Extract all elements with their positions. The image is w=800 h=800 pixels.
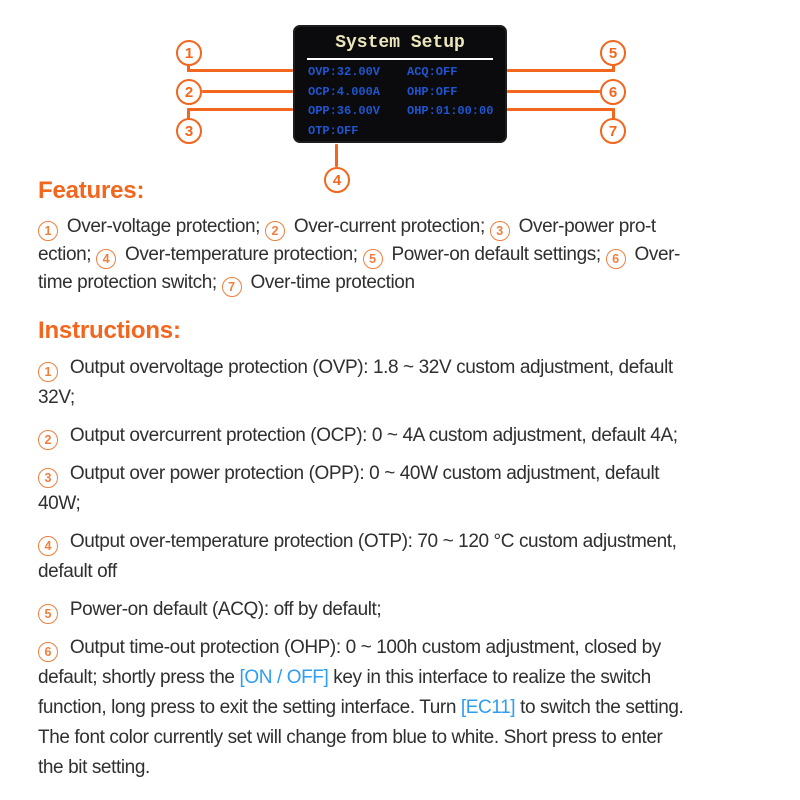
features-text: 1 Over-voltage protection; 2 Over-current protection; 3 Over-power pro-t ection; 4 Over-temperature protection; 5 Power-on default settings; 6 Over- time protection switch; 7 Over-time protection — [38, 213, 776, 297]
callout-line-3 — [187, 108, 293, 111]
lcd-divider — [307, 58, 493, 60]
circled-number: 6 — [606, 249, 626, 269]
callout-5: 5 — [600, 40, 626, 66]
circled-number: 6 — [38, 642, 58, 662]
lcd-body — [295, 63, 505, 141]
lcd-row: OTP:OFF — [308, 123, 359, 138]
callout-line-1 — [187, 69, 293, 72]
callout-line-2 — [202, 90, 293, 93]
key-reference: [ON / OFF] — [239, 667, 329, 688]
circled-number: 2 — [38, 430, 58, 450]
instruction-item-3: 3 Output over power protection (OPP): 0 ~ 40W custom adjustment, default 40W; — [38, 463, 660, 514]
system-setup-diagram — [0, 0, 800, 189]
callout-line-4 — [335, 144, 338, 167]
circled-number: 5 — [38, 604, 58, 624]
circled-number: 1 — [38, 221, 58, 241]
lcd-title: System Setup — [335, 33, 465, 53]
lcd-left-column — [308, 63, 407, 141]
circled-number: 5 — [363, 249, 383, 269]
circled-number: 3 — [38, 468, 58, 488]
lcd-row: ACQ:OFF — [407, 65, 458, 79]
instruction-item-5: 5 Power-on default (ACQ): off by default; — [38, 595, 776, 625]
circled-number: 4 — [38, 536, 58, 556]
lcd-row: OHP:OFF — [407, 84, 458, 99]
lcd-display — [293, 25, 507, 143]
circled-number: 4 — [96, 249, 116, 269]
callout-4: 4 — [324, 167, 350, 193]
callout-line-7 — [507, 108, 615, 111]
callout-6: 6 — [600, 79, 626, 105]
callout-7: 7 — [600, 118, 626, 144]
features-heading: Features: — [38, 177, 145, 204]
instructions-heading: Instructions: — [38, 317, 181, 344]
lcd-row: OVP:32.00V — [308, 65, 381, 79]
circled-number: 1 — [38, 362, 58, 382]
callout-1: 1 — [176, 40, 202, 66]
lcd-row: OCP:4.000A — [308, 84, 381, 99]
instruction-item-2: 2 Output overcurrent protection (OCP): 0 ~ 4A custom adjustment, default 4A; — [38, 421, 776, 451]
callout-3: 3 — [176, 118, 202, 144]
instruction-item-4: 4 Output over-temperature protection (OTP): 70 ~ 120 °C custom adjustment, default off — [38, 531, 677, 582]
callout-line-6 — [507, 90, 600, 93]
instruction-item-1: 1 Output overvoltage protection (OVP): 1.8 ~ 32V custom adjustment, default 32V; — [38, 357, 673, 408]
circled-number: 2 — [265, 221, 285, 241]
callout-2: 2 — [176, 79, 202, 105]
circled-number: 7 — [222, 277, 242, 297]
circled-number: 3 — [490, 221, 510, 241]
callout-line-5 — [507, 69, 615, 72]
lcd-right-column — [407, 63, 493, 141]
lcd-row: OHP:01:00:00 — [407, 104, 494, 118]
key-reference: [EC11] — [460, 697, 516, 718]
instruction-item-6: 6 Output time-out protection (OHP): 0 ~ 100h custom adjustment, closed by default; shortly press the [ON / OFF] key in this interface to realize the switch function, long press to exit the setting interface. Turn [EC11] to switch the setting. The font color currently set will change from blue to white. Short press to enter the bit setting. — [38, 637, 684, 778]
lcd-row: OPP:36.00V — [308, 104, 381, 118]
